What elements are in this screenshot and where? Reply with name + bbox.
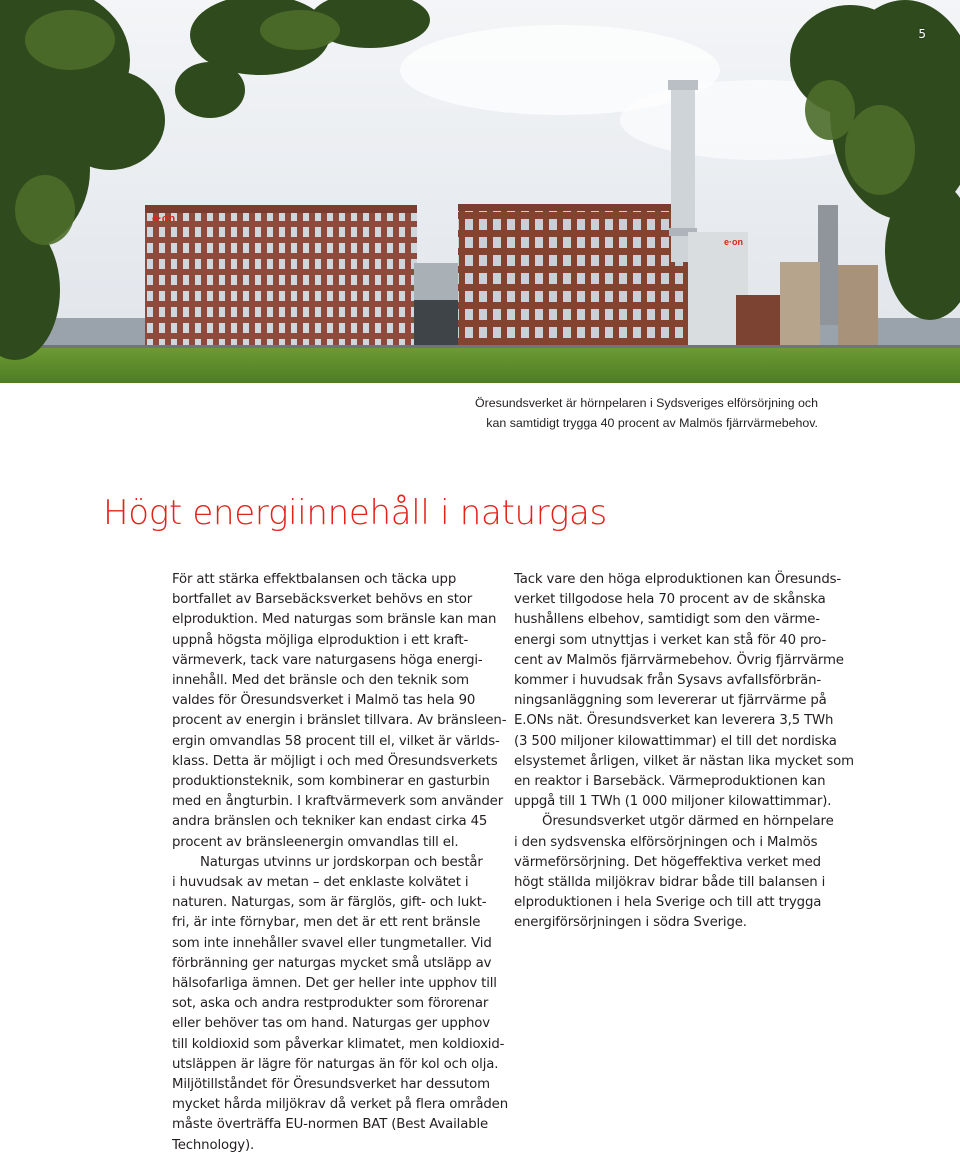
text-line: elsystemet årligen, vilket är nästan lika mycket som [514, 753, 854, 769]
right-text-column [514, 570, 854, 934]
paragraph [172, 570, 507, 853]
left-text-column [172, 570, 508, 1156]
text-line: Technology). [172, 1137, 255, 1153]
text-line: hushållens elbehov, samtidigt som den värme- [514, 612, 820, 628]
text-line: fri, är inte förnybar, men det är ett rent bränsle [172, 915, 481, 931]
text-line: valdes för Öresundsverket i Malmö tas hela 90 [172, 693, 476, 709]
text-line: Öresundsverket utgör därmed en hörnpelare [542, 814, 834, 830]
text-line: en reaktor i Barsebäck. Värmeproduktionen kan [514, 774, 826, 790]
text-line: Naturgas utvinns ur jordskorpan och består [200, 854, 483, 870]
text-line: verket tillgodose hela 70 procent av de skånska [514, 592, 826, 608]
text-line: uppnå högsta möjliga elproduktion i ett kraft- [172, 632, 469, 648]
text-line: produktionsteknik, som kombinerar en gasturbin [172, 774, 490, 790]
text-line: energiförsörjningen i södra Sverige. [514, 915, 747, 931]
text-line: sot, aska och andra restprodukter som förorenar [172, 996, 489, 1012]
page-number: 5 [918, 27, 926, 41]
eon-logo-right: e·on [724, 237, 743, 247]
text-line: högt ställda miljökrav bidrar både till balansen i [514, 875, 826, 891]
text-line: eller behöver tas om hand. Naturgas ger upphov [172, 1016, 490, 1032]
caption-line: Öresundsverket är hörnpelaren i Sydsveriges elförsörjning och [475, 396, 818, 410]
text-line: i den sydsvenska elförsörjningen och i Malmös [514, 834, 818, 850]
photo-caption [458, 393, 818, 433]
text-line: elproduktionen i hela Sverige och till att trygga [514, 895, 822, 911]
text-line: E.ONs nät. Öresundsverket kan leverera 3,5 TWh [514, 713, 834, 729]
text-line: För att stärka effektbalansen och täcka upp [172, 572, 457, 587]
caption-line: kan samtidigt trygga 40 procent av Malmös fjärrvärmebehov. [486, 416, 818, 430]
text-line: elproduktion. Med naturgas som bränsle kan man [172, 612, 497, 628]
text-line: andra bränslen och tekniker kan endast cirka 45 [172, 814, 488, 830]
article-heading: Högt energiinnehåll i naturgas [103, 493, 607, 533]
text-line: uppgå till 1 TWh (1 000 miljoner kilowattimmar). [514, 794, 832, 810]
text-line: energi som utnyttjas i verket kan stå för 40 pro- [514, 632, 827, 648]
text-line: i huvudsak av metan – det enklaste kolvätet i [172, 875, 469, 891]
text-line: ningsanläggning som levererar ut fjärrvärme på [514, 693, 827, 709]
power-plant-illustration [0, 0, 960, 383]
text-line: bortfallet av Barsebäcksverket behövs en stor [172, 592, 473, 608]
power-plant-photo [0, 0, 960, 383]
text-line: med en ångturbin. I kraftvärmeverk som använder [172, 794, 504, 810]
text-line: cent av Malmös fjärrvärmebehov. Övrig fjärrvärme [514, 652, 844, 668]
text-line: till koldioxid som påverkar klimatet, men koldioxid- [172, 1036, 505, 1052]
text-line: förbränning ger naturgas mycket små utsläpp av [172, 955, 492, 971]
text-line: som inte innehåller svavel eller tungmetaller. Vid [172, 935, 492, 951]
text-line: klass. Detta är möjligt i och med Öresundsverkets [172, 753, 498, 769]
text-line: procent av bränsleenergin omvandlas till el. [172, 834, 459, 850]
text-line: kommer i huvudsak från Sysavs avfallsförbrän- [514, 673, 821, 689]
text-line: värmeverk, tack vare naturgasens höga energi- [172, 652, 483, 668]
text-line: ergin omvandlas 58 procent till el, vilket är världs- [172, 733, 500, 749]
paragraph [172, 853, 508, 1156]
text-line: utsläppen är lägre för naturgas än för kol och olja. [172, 1056, 499, 1072]
paragraph [514, 812, 844, 933]
text-line: innehåll. Med det bränsle och den teknik som [172, 673, 469, 689]
text-line: Miljötillståndet för Öresundsverket har dessutom [172, 1077, 490, 1093]
text-line: värmeförsörjning. Det högeffektiva verket med [514, 854, 821, 870]
text-line: måste överträffa EU-normen BAT (Best Available [172, 1117, 489, 1133]
eon-logo-left: e·on [152, 213, 176, 225]
text-line: (3 500 miljoner kilowattimmar) el till det nordiska [514, 733, 837, 749]
text-line: procent av energin i bränslet tillvara. Av bränsleen- [172, 713, 507, 729]
text-line: hälsofarliga ämnen. Det ger heller inte upphov till [172, 976, 497, 992]
paragraph [514, 570, 854, 812]
text-line: mycket hårda miljökrav då verket på flera områden [172, 1097, 508, 1113]
text-line: naturen. Naturgas, som är färglös, gift- och lukt- [172, 895, 487, 911]
text-line: Tack vare den höga elproduktionen kan Öresunds- [514, 572, 842, 587]
